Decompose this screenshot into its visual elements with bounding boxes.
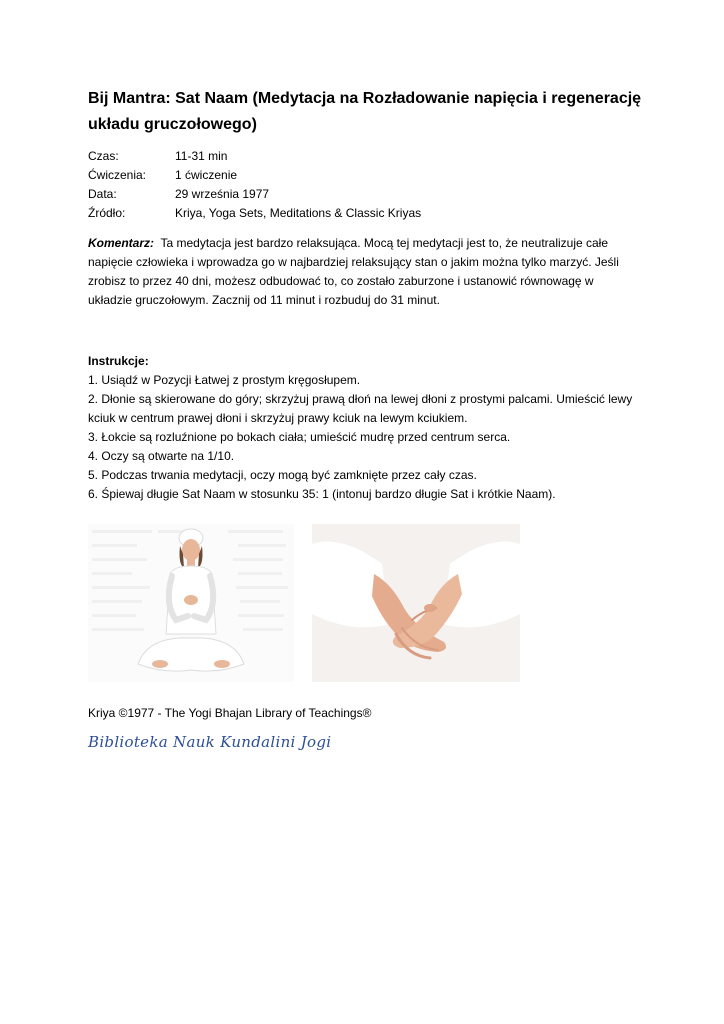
page-title: Bij Mantra: Sat Naam (Medytacja na Rozładowanie napięcia i regenerację układu gruczołowego) bbox=[88, 90, 642, 133]
crossed-hands-illustration bbox=[312, 524, 520, 682]
instruction-step: 1. Usiądź w Pozycji Łatwej z prostym kręgosłupem. bbox=[88, 373, 361, 387]
meta-label: Czas: bbox=[88, 149, 119, 163]
comment-paragraph bbox=[88, 234, 633, 310]
meta-row-exercises bbox=[88, 166, 421, 185]
meta-table bbox=[88, 147, 421, 223]
copyright-line: Kriya ©1977 - The Yogi Bhajan Library of Teachings® bbox=[88, 706, 372, 720]
meta-label: Data: bbox=[88, 187, 117, 201]
seated-figure-illustration bbox=[88, 524, 294, 682]
library-signature: Biblioteka Nauk Kundalini Jogi bbox=[88, 733, 332, 751]
meta-label: Ćwiczenia: bbox=[88, 168, 147, 182]
instructions-heading: Instrukcje: bbox=[88, 354, 149, 368]
hand-mudra-photo bbox=[312, 524, 520, 682]
meta-row-source bbox=[88, 204, 421, 223]
instruction-step: 6. Śpiewaj długie Sat Naam w stosunku 35: 1 (intonuj bardzo długie Sat i krótkie Naam). bbox=[88, 487, 556, 501]
meta-row-date bbox=[88, 185, 421, 204]
meta-value: Kriya, Yoga Sets, Meditations & Classic Kriyas bbox=[175, 206, 422, 220]
meditation-pose-photo bbox=[88, 524, 294, 682]
meta-value: 11-31 min bbox=[175, 149, 228, 163]
comment-text: Ta medytacja jest bardzo relaksująca. Mocą tej medytacji jest to, że neutralizuje całe napięcie człowieka i wprowadza go w najbardziej relaksujący stan o jakim można tylko marzyć. Jeśli zrobisz to przez 40 dni, możesz odbudować to, co zostało zaburzone i ustanowić równowagę w układzie gruczołowym. Zacznij od 11 minut i rozbuduj do 31 minut. bbox=[88, 236, 619, 307]
instruction-step: 5. Podczas trwania medytacji, oczy mogą być zamknięte przez cały czas. bbox=[88, 468, 477, 482]
instruction-step: 3. Łokcie są rozluźnione po bokach ciała; umieścić mudrę przed centrum serca. bbox=[88, 430, 511, 444]
meta-row-time bbox=[88, 147, 421, 166]
comment-label: Komentarz: bbox=[88, 236, 155, 250]
instruction-step: 4. Oczy są otwarte na 1/10. bbox=[88, 449, 235, 463]
meta-value: 1 ćwiczenie bbox=[175, 168, 238, 182]
instruction-step: 2. Dłonie są skierowane do góry; skrzyżuj prawą dłoń na lewej dłoni z prostymi palcami. Umieścić lewy kciuk w centrum prawej dłoni i skrzyżuj prawy kciuk na lewym kciukiem. bbox=[88, 392, 633, 425]
meta-value: 29 września 1977 bbox=[175, 187, 270, 201]
instructions-section bbox=[88, 352, 633, 504]
meta-label: Źródło: bbox=[88, 206, 126, 220]
